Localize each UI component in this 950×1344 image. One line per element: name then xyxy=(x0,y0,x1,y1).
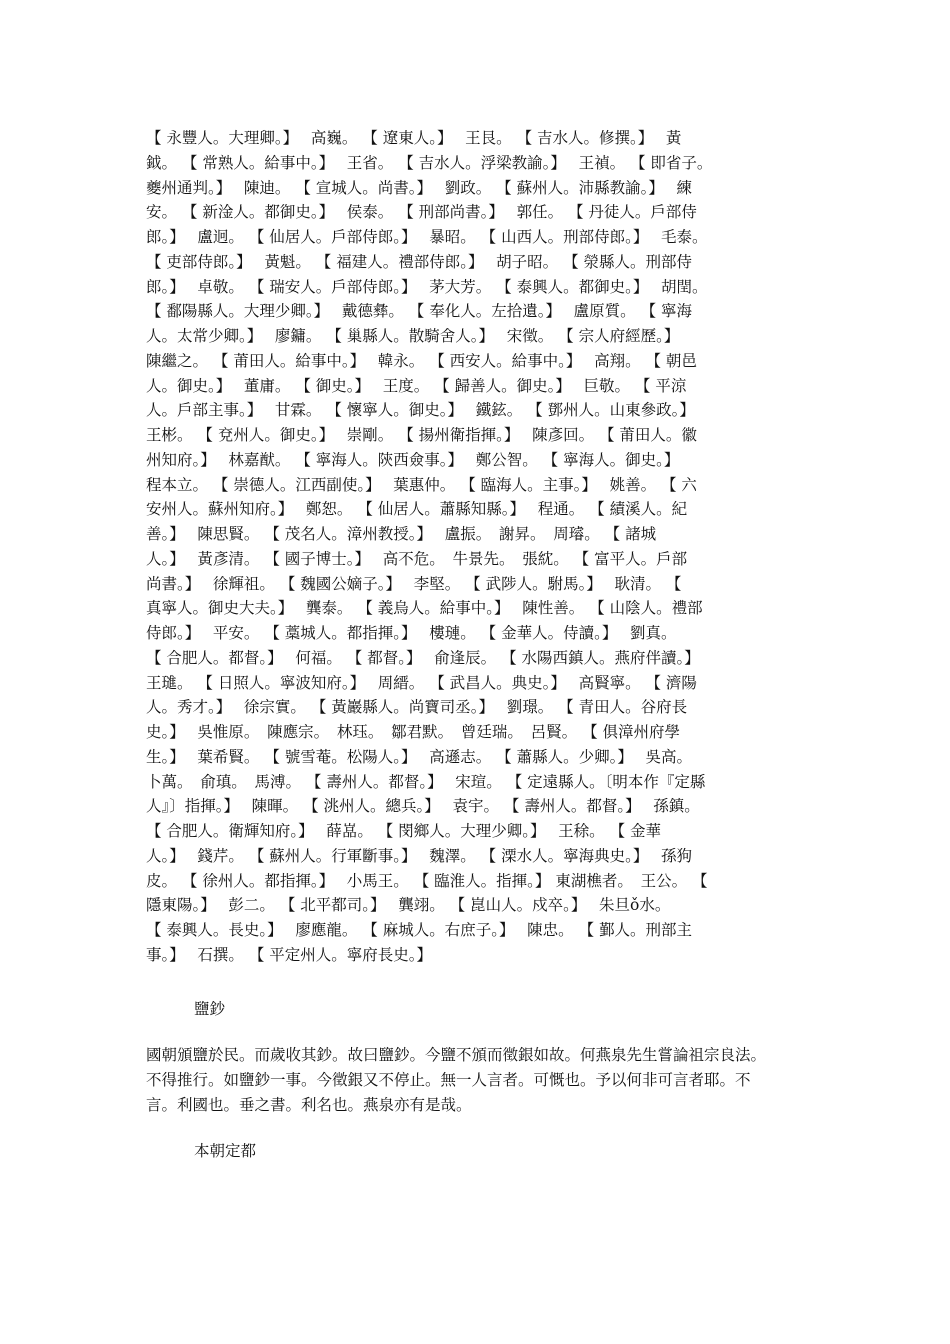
section-paragraph-salt-notes xyxy=(146,1043,826,1118)
list-line: 事。】 石撰。 【 平定州人。寧府長史。】 xyxy=(146,945,433,964)
paragraph-line: 不得推行。如鹽鈔一事。今徵銀又不停止。無一人言者。可慨也。予以何非可言者耶。不 xyxy=(146,1071,751,1089)
list-line: 尚書。】 徐輝祖。 【 魏國公嫡子。】 李堅。 【 武陟人。駙馬。】 耿清。 【 xyxy=(146,574,682,593)
list-line: 人。御史。】 董庸。 【 御史。】 王度。 【 歸善人。御史。】 巨敬。 【 平涼 xyxy=(146,376,687,395)
list-line: 卜萬。 俞瑱。 馬溥。 【 壽州人。都督。】 宋瑄。 【 定遠縣人。〔明本作『定縣 xyxy=(146,772,706,791)
list-line: 安。 【 新淦人。都御史。】 侯泰。 【 刑部尚書。】 郭任。 【 丹徒人。戶部侍 xyxy=(146,203,697,222)
list-line: 生。】 葉希賢。 【 號雪菴。松陽人。】 高遜志。 【 蕭縣人。少卿。】 吳高。 xyxy=(146,747,692,766)
list-line: 人。】 錢芹。 【 蘇州人。行軍斷事。】 魏澤。 【 溧水人。寧海典史。】 孫狗 xyxy=(146,846,692,865)
list-line: 人。】 黃彥清。 【 國子博士。】 高不危。 牛景先。 張紞。 【 富平人。戶部 xyxy=(146,549,688,568)
list-line: 【 合肥人。衛輝知府。】 薛嵓。 【 閔鄉人。大理少卿。】 王稌。 【 金華 xyxy=(146,822,661,840)
list-line: 人。太常少卿。】 廖鏞。 【 巢縣人。散騎舍人。】 宋徵。 【 宗人府經歷。】 xyxy=(146,327,680,345)
list-line: 郎。】 卓敬。 【 瑞安人。戶部侍郎。】 茅大芳。 【 泰興人。都御史。】 胡閏。 xyxy=(146,277,708,296)
paragraph-line: 國朝頒鹽於民。而歲收其鈔。故曰鹽鈔。今鹽不頒而徵銀如故。何燕泉先生嘗論祖宗良法。 xyxy=(146,1046,767,1064)
list-line: 善。】 陳思賢。 【 茂名人。漳州教授。】 盧振。 謝昇。 周璿。 【 諸城 xyxy=(146,525,657,543)
list-line: 鉞。 【 常熟人。給事中。】 王省。 【 吉水人。浮梁教諭。】 王禎。 【 即省子。 xyxy=(146,153,713,172)
list-line: 隱東陽。】 彭二。 【 北平都司。】 龔翊。 【 崑山人。戍卒。】 朱旦ǒ水。 xyxy=(146,896,671,915)
list-line: 安州人。蘇州知府。】 鄭恕。 【 仙居人。蕭縣知縣。】 程通。 【 績溪人。紀 xyxy=(146,500,688,519)
list-line: 【 永豐人。大理卿。】 高巍。 【 遼東人。】 王艮。 【 吉水人。修撰。】 黃 xyxy=(146,129,682,147)
list-line: 史。】 吳惟原。 陳應宗。 林珏。 鄒君默。 曾廷瑞。 呂賢。 【 俱漳州府學 xyxy=(146,723,681,741)
list-line: 人。秀才。】 徐宗實。 【 黃巖縣人。尚寶司丞。】 劉璟。 【 青田人。谷府長 xyxy=(146,698,688,717)
section-heading-capital: 本朝定都 xyxy=(194,1142,257,1160)
section-heading-salt-notes: 鹽鈔 xyxy=(194,1000,226,1018)
list-line: 程本立。 【 崇德人。江西副使。】 葉惠仲。 【 臨海人。主事。】 姚善。 【 六 xyxy=(146,475,697,494)
list-line: 王彬。 【 兗州人。御史。】 崇剛。 【 揚州衛指揮。】 陳彥回。 【 莆田人。徽 xyxy=(146,426,697,444)
list-line: 郎。】 盧迥。 【 仙居人。戶部侍郎。】 暴昭。 【 山西人。刑部侍郎。】 毛泰。 xyxy=(146,228,708,246)
list-line: 【 泰興人。長史。】 廖應龍。 【 麻城人。右庶子。】 陳忠。 【 鄞人。刑部主 xyxy=(146,921,692,939)
list-line: 【 合肥人。都督。】 何福。 【 都督。】 俞逢辰。 【 水陽西鎮人。燕府伴讀。】 xyxy=(146,648,700,667)
list-line: 【 吏部侍郎。】 黃魁。 【 福建人。禮部侍郎。】 胡子昭。 【 滎縣人。刑部侍 xyxy=(146,252,692,271)
list-line: 侍郎。】 平安。 【 藁城人。都指揮。】 樓璉。 【 金華人。侍讀。】 劉真。 xyxy=(146,624,677,642)
list-line: 人。戶部主事。】 甘霖。 【 懷寧人。御史。】 鐵鉉。 【 鄧州人。山東參政。】 xyxy=(146,401,695,420)
loyal-officials-list xyxy=(146,126,826,968)
list-line: 【 鄱陽縣人。大理少卿。】 戴德彝。 【 奉化人。左拾遺。】 盧原質。 【 寧海 xyxy=(146,302,692,321)
document-page xyxy=(146,126,826,968)
list-line: 皮。 【 徐州人。都指揮。】 小馬王。 【 臨淮人。指揮。】 東湖樵者。 王公。 【 xyxy=(146,871,708,890)
list-line: 陳繼之。 【 莆田人。給事中。】 韓永。 【 西安人。給事中。】 高翔。 【 朝邑 xyxy=(146,351,697,370)
list-line: 州知府。】 林嘉猷。 【 寧海人。陝西僉事。】 鄭公智。 【 寧海人。御史。】 xyxy=(146,450,680,469)
list-line: 真寧人。御史大夫。】 龔泰。 【 義烏人。給事中。】 陳性善。 【 山陰人。禮部 xyxy=(146,599,703,618)
paragraph-line: 言。利國也。垂之書。利名也。燕泉亦有是哉。 xyxy=(146,1096,472,1114)
list-line: 人』〕指揮。】 陳暉。 【 洮州人。總兵。】 袁宇。 【 壽州人。都督。】 孫鎮。 xyxy=(146,797,700,816)
list-line: 夔州通判。】 陳迪。 【 宣城人。尚書。】 劉政。 【 蘇州人。沛縣教諭。】 練 xyxy=(146,178,692,197)
list-line: 王璡。 【 日照人。寧波知府。】 周縉。 【 武昌人。典史。】 高賢寧。 【 濟陽 xyxy=(146,673,697,692)
